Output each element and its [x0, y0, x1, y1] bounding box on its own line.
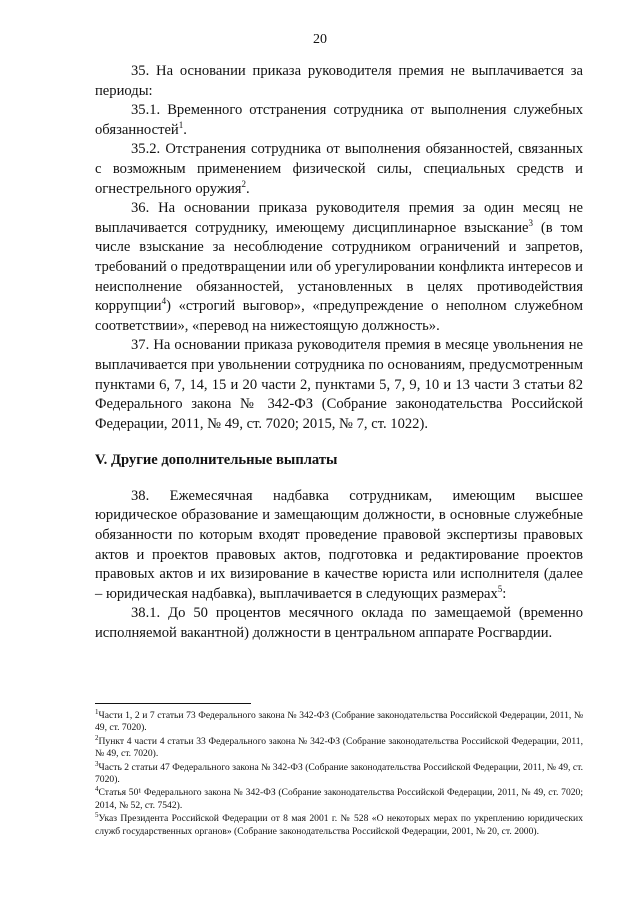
page-number: 20 [313, 32, 327, 47]
footnotes [95, 710, 583, 839]
footnote-1 [95, 710, 583, 735]
footnote-ref-2: 2 [241, 178, 246, 189]
paragraph-37: 37. На основании приказа руководителя премия в месяце увольнения не выплачивается при увольнении сотрудника по основаниям, предусмотренным пунктами 6, 7, 14, 15 и 20 части 2, пунктами 5, 7, 9, 10 и 13 части 3 статьи 82 Федерального закона № 342-ФЗ (Собрание законодательства Российской Федерации, 2011, № 49, ст. 7020; 2015, № 7, ст. 1022). [95, 337, 583, 432]
footnote-5 [95, 813, 583, 838]
footnote-2 [95, 733, 583, 761]
footnote-text: Часть 2 статьи 47 Федерального закона № 342-ФЗ (Собрание законодательства Российской Федерации, 2011, № 49, ст. 7020). [95, 761, 583, 786]
footnote-ref-3: 3 [528, 217, 533, 228]
footnote-text: Пункт 4 части 4 статьи 33 Федерального закона № 342-ФЗ (Собрание законодательства Российской Федерации, 2011, № 49, ст. 7020). [95, 735, 583, 760]
footnote-text: Части 1, 2 и 7 статьи 73 Федерального закона № 342-ФЗ (Собрание законодательства Российской Федерации, 2011, № 49, ст. 7020). [95, 710, 583, 734]
paragraph-36 [95, 199, 583, 336]
paragraph-38 [95, 487, 583, 605]
section-heading: V. Другие дополнительные выплаты [95, 452, 338, 469]
footnote-text: Статья 50¹ Федерального закона № 342-ФЗ (Собрание законодательства Российской Федерации, 2011, № 49, ст. 7020; 2014, № 52, ст. 7542). [95, 787, 583, 811]
footnote-ref-1: 1 [178, 119, 184, 130]
paragraph-35: 35. На основании приказа руководителя премия не выплачивается за периоды: [95, 63, 583, 99]
footnote-separator [95, 703, 251, 704]
paragraph-36-part-b: (в том числе взыскание за несоблюдение сотрудником ограничений и запретов, требований о предотвращении или об урегулировании конфликта интересов и неисполнение обязанностей, установленных в целях противодействия коррупции [95, 219, 583, 315]
paragraph-35-1-text: 35.1. Временного отстранения сотрудника от выполнения служебных обязанностей [95, 102, 583, 138]
footnote-number: 5 [95, 811, 99, 820]
footnote-number: 1 [95, 708, 99, 716]
footnote-ref-4: 4 [161, 296, 167, 307]
document-body [95, 62, 583, 644]
footnote-number: 2 [95, 733, 99, 742]
footnote-ref-5: 5 [497, 583, 503, 594]
footnote-4 [95, 787, 583, 812]
footnote-3 [95, 759, 583, 787]
paragraph-38-end: : [502, 585, 507, 602]
paragraph-38-text: 38. Ежемесячная надбавка сотрудникам, имеющим высшее юридическое образование и замещающим должности, в основные служебные обязанности по которым входят проведение правовой экспертизы правовых актов и проектов правовых актов, подготовка и редактирование проектов правовых актов и их визирование в качестве юриста или исполнителя (далее – юридическая надбавка), выплачивается в следующих размерах [95, 487, 583, 602]
paragraph-36-part-c: ) «строгий выговор», «предупреждение о неполном служебном соответствии», «перевод на нижестоящую должность». [95, 298, 583, 334]
paragraph-35-1-end: . [183, 121, 187, 138]
footnote-number: 3 [95, 759, 99, 768]
paragraph-35-2-end: . [245, 180, 250, 197]
footnote-number: 4 [95, 785, 99, 794]
paragraph-36-part-a: 36. На основании приказа руководителя премия за один месяц не выплачивается сотруднику, имеющему дисциплинарное взыскание [95, 200, 583, 236]
paragraph-35-2-text: 35.2. Отстранения сотрудника от выполнения обязанностей, связанных с возможным применением физической силы, специальных средств и огнестрельного оружия [95, 141, 583, 197]
paragraph-35-1 [95, 101, 583, 140]
paragraph-35-2 [95, 140, 583, 199]
footnote-text: Указ Президента Российской Федерации от 8 мая 2001 г. № 528 «О некоторых мерах по укреплению юридических служб государственных органов» (Собрание законодательства Российской Федерации, 2001, № 20, ст. 2000). [95, 813, 583, 837]
paragraph-38-1: 38.1. До 50 процентов месячного оклада по замещаемой (временно исполняемой вакантной) должности в центральном аппарате Росгвардии. [95, 605, 583, 642]
